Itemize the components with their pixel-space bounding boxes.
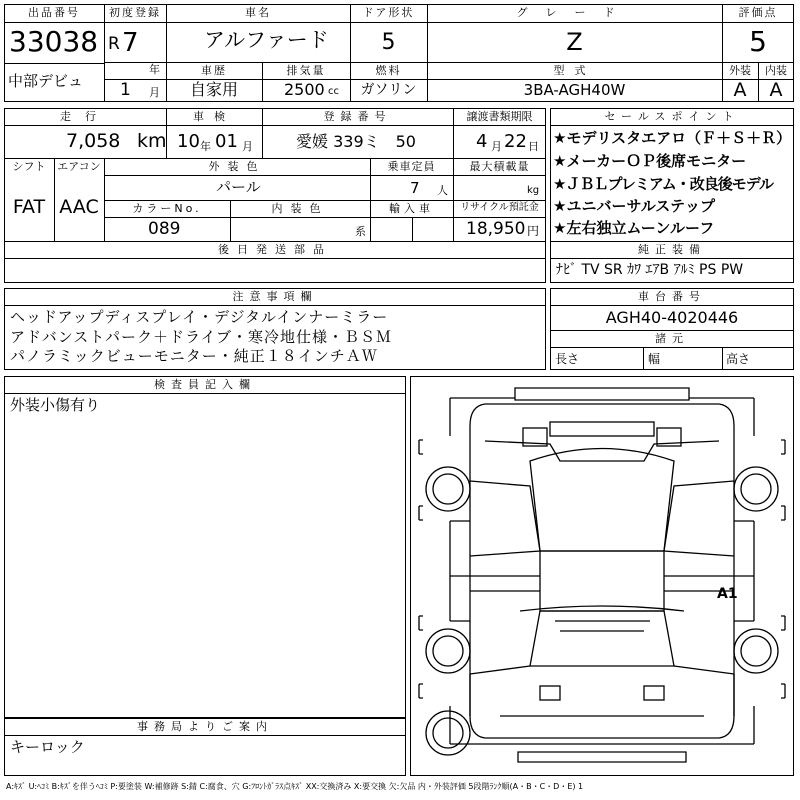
score-label: 評価点 [738,6,778,19]
ext-grade-label: 外装 [729,64,751,77]
height-label: 高さ [726,352,751,366]
shift: FAT [12,196,46,218]
venue: 中部デビュ [8,72,84,90]
lot-no: 33038 [9,25,99,58]
transfer-deadline-label: 譲渡書類期限 [466,110,533,123]
transfer-month-unit: 月 [491,140,502,153]
recycle-label: リサイクル預託金 [460,202,539,213]
import-label: 輸入車 [389,202,434,215]
inspection-label: 車検 [193,110,235,123]
history-label: 車歴 [201,64,227,77]
sales-point-2: ★メーカーＯＰ後席モニター [553,152,747,170]
caution-line-2: アドバンストパーク＋ドライブ・寒冷地仕様・ＢＳＭ [10,328,393,346]
chassis-label: 車台番号 [638,290,706,303]
caution-line-1: ヘッドアップディスプレイ・デジタルインナーミラー [10,308,389,326]
bracket-marks [419,440,785,698]
grade: Z [566,28,583,56]
ac: AAC [59,196,99,218]
office-label: 事務局よりご案内 [137,720,273,733]
month-unit: 月 [149,86,160,99]
capacity: 7 [410,179,420,197]
int-color-label: 内装色 [271,202,329,215]
reg-year: 7 [122,28,139,58]
transfer-day-unit: 日 [528,140,539,153]
ext-grade: A [733,79,747,101]
damage-mark-a1: A1 [717,586,738,602]
sales-point-1: ★モデリスタエアロ（Ｆ＋Ｓ＋Ｒ） [553,129,792,147]
transfer-month: 4 [476,131,488,152]
sales-point-5: ★左右独立ムーンルーフ [553,219,715,237]
inspection-year-unit: 年 [200,140,211,153]
color-no-label: カラーNo. [132,202,202,215]
int-color-suffix: 系 [355,225,366,238]
inspection-year: 10 [177,131,200,152]
chassis-no: AGH40-4020446 [605,308,739,327]
length-label: 長さ [555,352,580,366]
later-parts-label: 後日発送部品 [218,243,332,256]
car-name-label: 車名 [245,6,271,19]
sales-point-4: ★ユニバーサルステップ [553,197,715,215]
reg-no: 愛媛 339ミ 50 [296,132,416,151]
recycle-unit: 円 [527,224,540,238]
displacement-unit: cc [328,86,339,97]
ac-label: エアコン [57,160,101,173]
width-label: 幅 [648,352,661,366]
model: 3BA-AGH40W [523,81,626,99]
ext-color-label: 外装色 [208,160,266,173]
recycle-fee: 18,950 [466,219,526,239]
mileage: 7,058 [66,130,121,152]
sales-points-label: セールスポイント [604,110,740,123]
car-name: アルファード [204,28,329,52]
reg-no-label: 登録番号 [323,110,392,123]
reg-month: 1 [120,80,131,100]
max-load-unit: kg [527,185,540,196]
fuel-label: 燃料 [375,64,402,77]
color-no: 089 [148,219,181,239]
inspection-month-unit: 月 [242,140,253,153]
grade-label: グレード [516,6,633,19]
caution-line-3: パノラミックビューモニター・純正１８インチＡＷ [10,347,378,365]
mileage-unit: km [137,130,167,152]
displacement-label: 排気量 [286,64,326,77]
inspection-month: 01 [215,131,238,152]
car-body [450,388,754,762]
shift-label: シフト [12,160,46,173]
lot-no-label: 出品番号 [28,6,80,19]
office-note: キーロック [10,738,85,756]
transfer-day: 22 [504,131,527,152]
inspector-note: 外装小傷有り [10,396,101,414]
equipment-label: 純正装備 [638,243,706,256]
dims-label: 諸元 [655,332,689,345]
capacity-unit: 人 [437,184,448,197]
equipment: ﾅﾋﾞ TV SR ｶﾜ ｴｱB ｱﾙﾐ PS PW [556,262,744,278]
legend: A:ｷｽﾞ U:ﾍｺﾐ B:ｷｽﾞを伴うﾍｺﾐ P:要塗装 W:補修跡 S:錆 C:腐食、穴 G:ﾌﾛﾝﾄｶﾞﾗｽ点ｷｽﾞ XX:交換済み X:要交換 欠:欠品 内・外装評価 5段階ﾗﾝｸ順(A・B・C・D・E) 1 [6,782,584,791]
inspector-box [4,376,406,718]
first-reg-label: 初度登録 [109,6,161,19]
car-diagram [410,376,794,776]
capacity-label: 乗車定員 [387,160,436,173]
score: 5 [749,25,767,58]
max-load-label: 最大積載量 [469,160,530,173]
inspector-label: 検査員記入欄 [154,378,256,391]
era: R [108,34,120,54]
fuel: ガソリン [360,82,417,98]
year-unit: 年 [149,63,160,76]
int-grade-label: 内装 [765,64,787,77]
caution-label: 注意事項欄 [232,290,318,303]
displacement: 2500 [284,80,325,99]
sales-point-3: ★ＪＢＬプレミアム・改良後モデル [553,175,774,193]
ext-color: パール [216,178,261,196]
history: 自家用 [189,80,238,99]
mileage-label: 走行 [60,110,110,123]
door-count: 5 [381,30,396,55]
int-grade: A [769,79,783,101]
model-label: 型式 [553,64,596,77]
door-label: ドア形状 [362,6,415,19]
